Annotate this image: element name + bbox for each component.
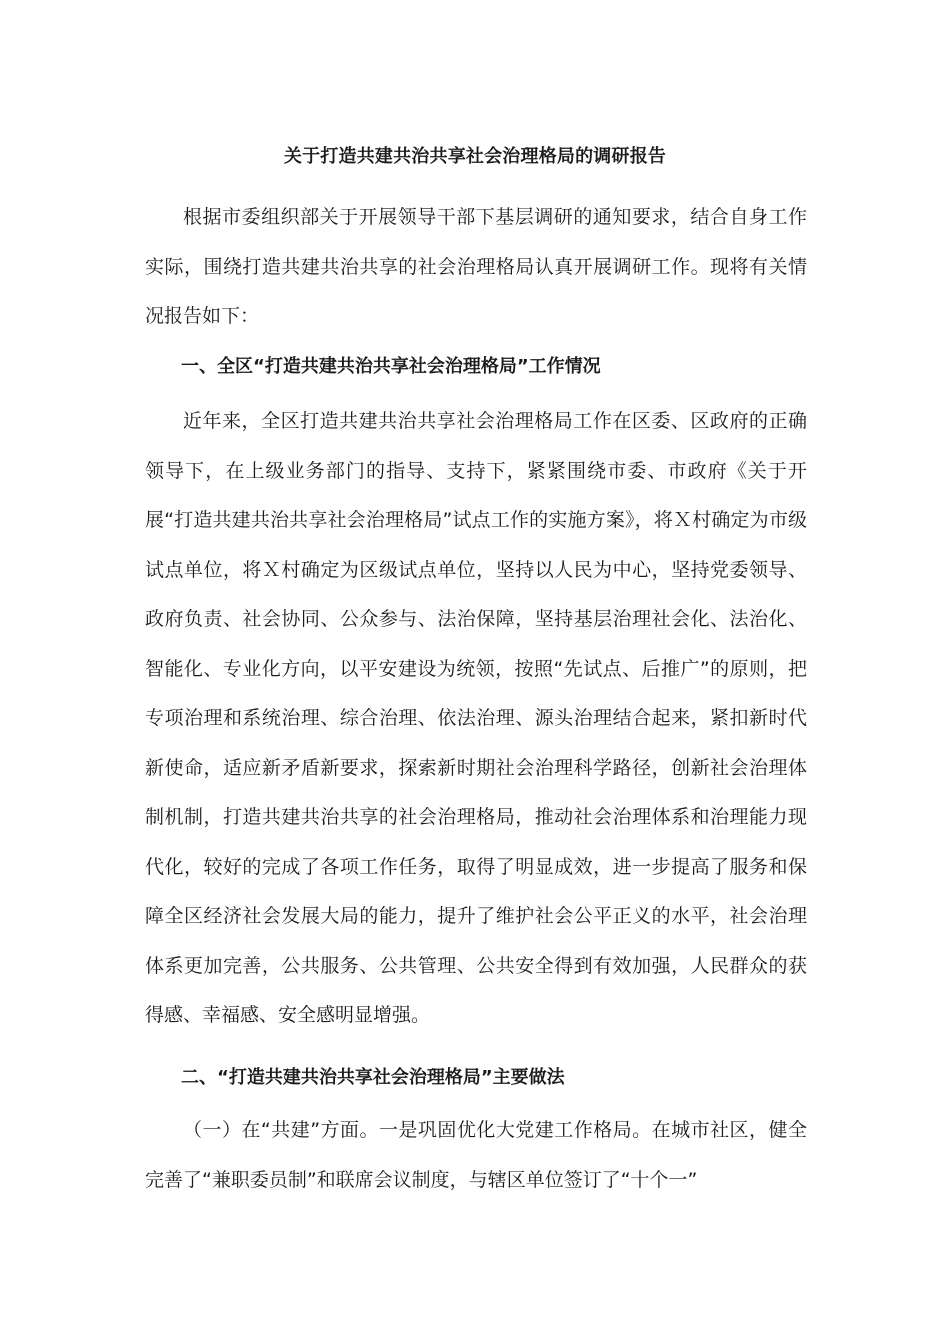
document-title: 关于打造共建共治共享社会治理格局的调研报告 — [283, 146, 667, 167]
section-1-paragraph: 近年来，全区打造共建共治共享社会治理格局工作在区委、区政府的正确领导下，在上级业务部门的指导、支持下，紧紧围绕市委、市政府《关于开展“打造共建共治共享社会治理格局”试点工作的实施方案》，将Ｘ村确定为市级试点单位，将Ｘ村确定为区级试点单位，坚持以人民为中心，坚持党委领导、政府负责、社会协同、公众参与、法治保障，坚持基层治理社会化、法治化、智能化、专业化方向，以平安建设为统领，按照“先试点、后推广”的原则，把专项治理和系统治理、综合治理、依法治理、源头治理结合起来，紧扣新时代新使命，适应新矛盾新要求，探索新时期社会治理科学路径，创新社会治理体制机制，打造共建共治共享的社会治理格局，推动社会治理体系和治理能力现代化，较好的完成了各项工作任务，取得了明显成效，进一步提高了服务和保障全区经济社会发展大局的能力，提升了维护社会公平正义的水平，社会治理体系更加完善，公共服务、公共管理、公共安全得到有效加强，人民群众的获得感、幸福感、安全感明显增强。 — [145, 410, 807, 1026]
section-2-heading: 二、“打造共建共治共享社会治理格局”主要做法 — [181, 1067, 565, 1088]
section-1-heading: 一、全区“打造共建共治共享社会治理格局”工作情况 — [181, 356, 601, 377]
section-2-paragraph: （一）在“共建”方面。一是巩固优化大党建工作格局。在城市社区，健全完善了“兼职委员制”和联席会议制度，与辖区单位签订了“十个一” — [145, 1119, 807, 1191]
intro-paragraph: 根据市委组织部关于开展领导干部下基层调研的通知要求，结合自身工作实际，围绕打造共建共治共享的社会治理格局认真开展调研工作。现将有关情况报告如下： — [145, 206, 807, 327]
